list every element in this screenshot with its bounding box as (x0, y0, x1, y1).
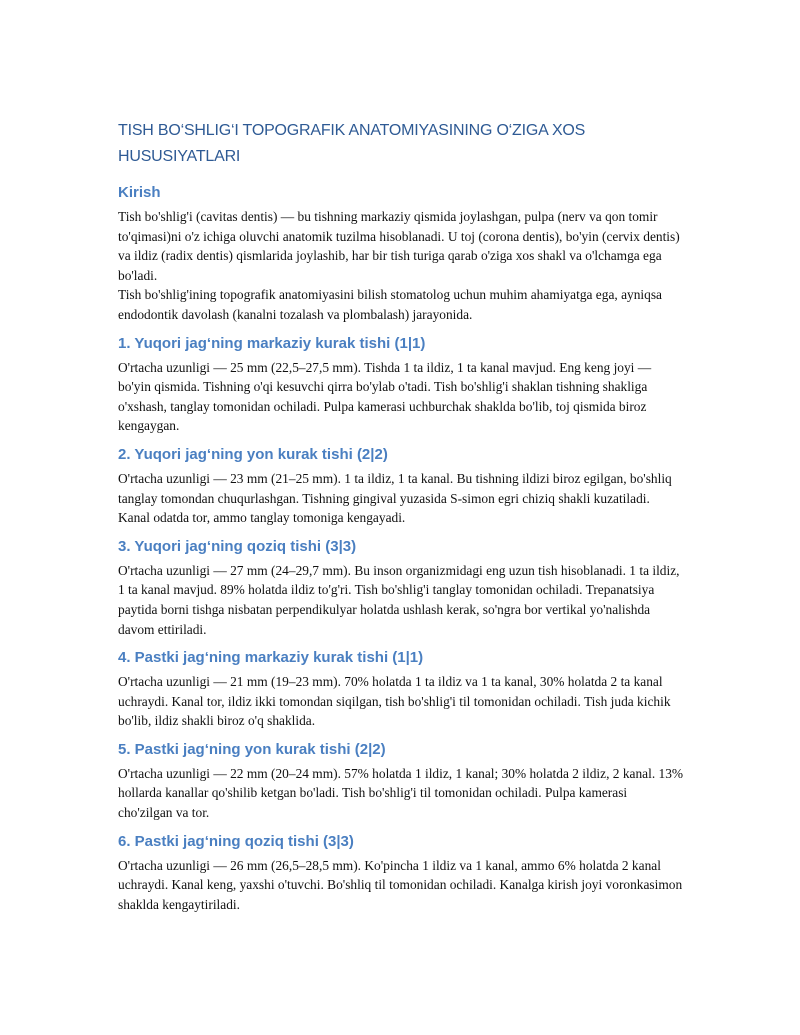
section-text: O'rtacha uzunligi — 22 mm (20–24 mm). 57% holatda 1 ildiz, 1 kanal; 30% holatda 2 ildiz, 2 kanal. 13% hollarda kanallar qo'shilib ketgan bo'ladi. Tish bo'shlig'i til tomonidan ochiladi. Pulpa kamerasi cho'zilgan va tor. (118, 765, 684, 821)
section-heading: 2. Yuqori jag‘ning yon kurak tishi (2|2) (118, 445, 388, 463)
section-2 (118, 444, 684, 528)
section-1 (118, 333, 684, 436)
section-text: O'rtacha uzunligi — 27 mm (24–29,7 mm). Bu inson organizmidagi eng uzun tish hisoblanadi. 1 ta ildiz, 1 ta kanal mavjud. 89% holatda ildiz to'g'ri. Tish bo'shlig'i tanglay tomonidan ochiladi. Trepanatsiya paytida borni tishga nisbatan perpendikulyar holatda ushlash kerak, so'ngra bor vertikal yo'nalishda davom ettiriladi. (118, 562, 680, 637)
section-text: O'rtacha uzunligi — 25 mm (22,5–27,5 mm). Tishda 1 ta ildiz, 1 ta kanal mavjud. Eng keng joyi — bo'yin qismida. Tishning o'qi kesuvchi qirra bo'ylab o'tadi. Tish bo'shlig'i shaklan tishning shakliga o'xshash, tanglay tomonidan ochiladi. Pulpa kamerasi uchburchak shaklda bo'lib, toj qismida biroz kengaygan. (118, 359, 652, 434)
section-heading: 4. Pastki jag‘ning markaziy kurak tishi (1|1) (118, 649, 424, 667)
section-3 (118, 536, 684, 639)
section-heading: 3. Yuqori jag‘ning qoziq tishi (3|3) (118, 537, 357, 555)
intro-heading: Kirish (118, 184, 161, 201)
title-line-2: HUSUSIYATLARI (118, 148, 241, 165)
document-page (118, 118, 684, 922)
section-text: O'rtacha uzunligi — 23 mm (21–25 mm). 1 ta ildiz, 1 ta kanal. Bu tishning ildizi biroz egilgan, bo'shliq tanglay tomondan chuqurlashgan. Tishning gingival yuzasida S-simon egri chiziq shakli kuzatiladi. Kanal odatda tor, ammo tanglay tomoniga kengayadi. (118, 470, 672, 526)
section-text: O'rtacha uzunligi — 26 mm (26,5–28,5 mm). Ko'pincha 1 ildiz va 1 kanal, ammo 6% holatda 2 kanal uchraydi. Kanal keng, yaxshi o'tuvchi. Bo'shliq til tomonidan ochiladi. Kanalga kirish joyi voronkasimon shaklda kengaytiriladi. (118, 857, 683, 912)
section-5 (118, 739, 684, 823)
section-4 (118, 647, 684, 731)
section-6 (118, 831, 684, 915)
section-text: O'rtacha uzunligi — 21 mm (19–23 mm). 70% holatda 1 ta ildiz va 1 ta kanal, 30% holatda 2 ta kanal uchraydi. Kanal tor, ildiz ikki tomondan siqilgan, tish bo'shlig'i til tomonidan ochiladi. Tish juda kichik bo'lib, ildiz shakli biroz o'q shaklida. (118, 674, 671, 729)
section-heading: 1. Yuqori jag‘ning markaziy kurak tishi (1|1) (118, 334, 426, 352)
intro-section (118, 182, 684, 325)
intro-paragraph-2: Tish bo'shlig'ining topografik anatomiyasini bilish stomatolog uchun muhim ahamiyatga ega, ayniqsa endodontik davolash (kanalni tozalash va plombalash) jarayonida. (118, 287, 662, 322)
document-title (118, 118, 684, 170)
section-heading: 5. Pastki jag‘ning yon kurak tishi (2|2) (118, 740, 386, 758)
section-heading: 6. Pastki jag‘ning qoziq tishi (3|3) (118, 832, 354, 850)
title-line-1: TISH BO‘SHLIG‘I TOPOGRAFIK ANATOMIYASINING O‘ZIGA XOS (118, 122, 586, 139)
intro-paragraph-1: Tish bo'shlig'i (cavitas dentis) — bu tishning markaziy qismida joylashgan, pulpa (nerv va qon tomir to'qimasi)ni o'z ichiga oluvchi anatomik tuzilma hisoblanadi. U toj (corona dentis), bo'yin (cervix dentis) va ildiz (radix dentis) qismlarida joylashib, har bir tish turiga qarab o'ziga xos shakl va o'lchamga ega bo'ladi. (118, 209, 680, 283)
